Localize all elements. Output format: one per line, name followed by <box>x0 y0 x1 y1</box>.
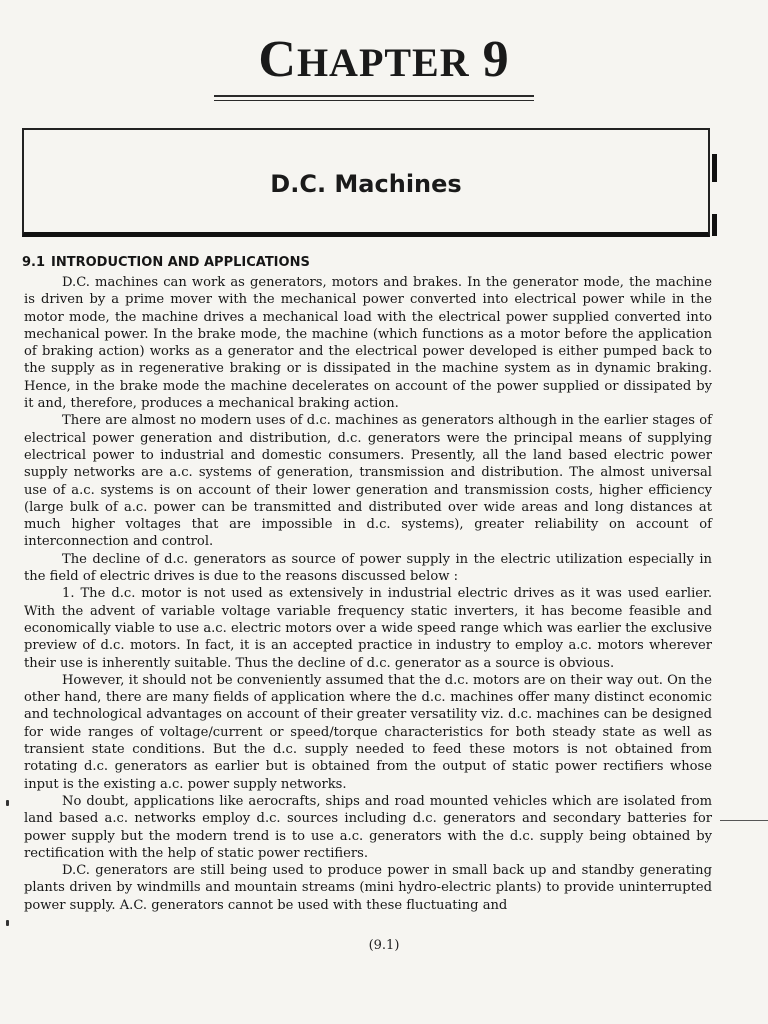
page-number: (9.1) <box>368 938 400 953</box>
paragraph: No doubt, applications like aerocrafts, ships and road mounted vehicles which are isolated from land based a.c. networks employ d.c. sources including d.c. generators and secondary batteries for power supply but the modern trend is to use a.c. generators with the d.c. supply being obtained by rectification with the help of static power rectifiers. <box>24 793 712 861</box>
chapter-rule-top <box>214 95 534 97</box>
section-number: 9.1 <box>22 255 46 270</box>
chapter-word: HAPTER <box>296 40 470 85</box>
margin-mark <box>6 920 9 926</box>
paragraph: D.C. machines can work as generators, motors and brakes. In the generator mode, the machine is driven by a prime mover with the mechanical power converted into electrical power while in the motor mode, the machine drives a mechanical load with the electrical power supplied converted into mechanical power. In the brake mode, the machine (which functions as a motor before the application of braking action) works as a generator and the electrical power developed is either pumped back to the supply as in regenerative braking or is dissipated in the machine system as in dynamic braking. Hence, in the brake mode the machine decelerates on account of the power supplied or dissipated by it and, therefore, produces a mechanical braking action. <box>24 275 712 412</box>
chapter-initial: C <box>258 31 297 88</box>
box-edge-mark <box>712 214 717 236</box>
margin-mark <box>6 800 9 806</box>
chapter-rule-bottom <box>214 100 534 101</box>
paragraph: The decline of d.c. generators as source of power supply in the electric utilization especially in the field of electric drives is due to the reasons discussed below : <box>24 551 712 585</box>
chapter-title <box>0 30 768 89</box>
body-text <box>24 274 712 914</box>
chapter-title-box <box>22 128 710 237</box>
paragraph: 1. The d.c. motor is not used as extensively in industrial electric drives as it was used earlier. With the advent of variable voltage variable frequency static inverters, it has become feasible and economically viable to use a.c. electric motors over a wide speed range which was earlier the exclusive preview of d.c. motors. In fact, it is an accepted practice in industry to employ a.c. motors wherever their use is inherently suitable. Thus the decline of d.c. generator as a source is obvious. <box>24 586 712 671</box>
margin-pencil-line <box>720 820 768 821</box>
paragraph: However, it should not be conveniently assumed that the d.c. motors are on their way out. On the other hand, there are many fields of application where the d.c. machines offer many distinct economic and technological advantages on account of their greater versatility viz. d.c. machines can be designed for wide ranges of voltage/current or speed/torque characteristics for both steady state as well as transient state conditions. But the d.c. supply needed to feed these motors is not obtained from rotating d.c. generators as earlier but is obtained from the output of static power rectifiers whose input is the existing a.c. power supply networks. <box>24 672 712 792</box>
chapter-subject-title: D.C. Machines <box>270 170 462 198</box>
section-heading-text: INTRODUCTION AND APPLICATIONS <box>51 255 310 270</box>
paragraph: There are almost no modern uses of d.c. machines as generators although in the earlier stages of electrical power generation and distribution, d.c. generators were the principal means of supplying electrical power to industrial and domestic consumers. Presently, all the land based electric power supply networks are a.c. systems of generation, transmission and distribution. The almost universal use of a.c. systems is on account of their lower generation and transmission costs, higher efficiency (large bulk of a.c. power can be transmitted and distributed over wide areas and long distances at much higher voltages that are impossible in d.c. systems), greater reliability on account of interconnection and control. <box>24 413 712 550</box>
box-edge-mark <box>712 154 717 182</box>
paragraph: D.C. generators are still being used to produce power in small back up and standby generating plants driven by windmills and mountain streams (mini hydro-electric plants) to provide uninterrupted power supply. A.C. generators cannot be used with these fluctuating and <box>24 863 712 913</box>
chapter-number: 9 <box>482 31 510 88</box>
section-heading <box>22 255 310 270</box>
